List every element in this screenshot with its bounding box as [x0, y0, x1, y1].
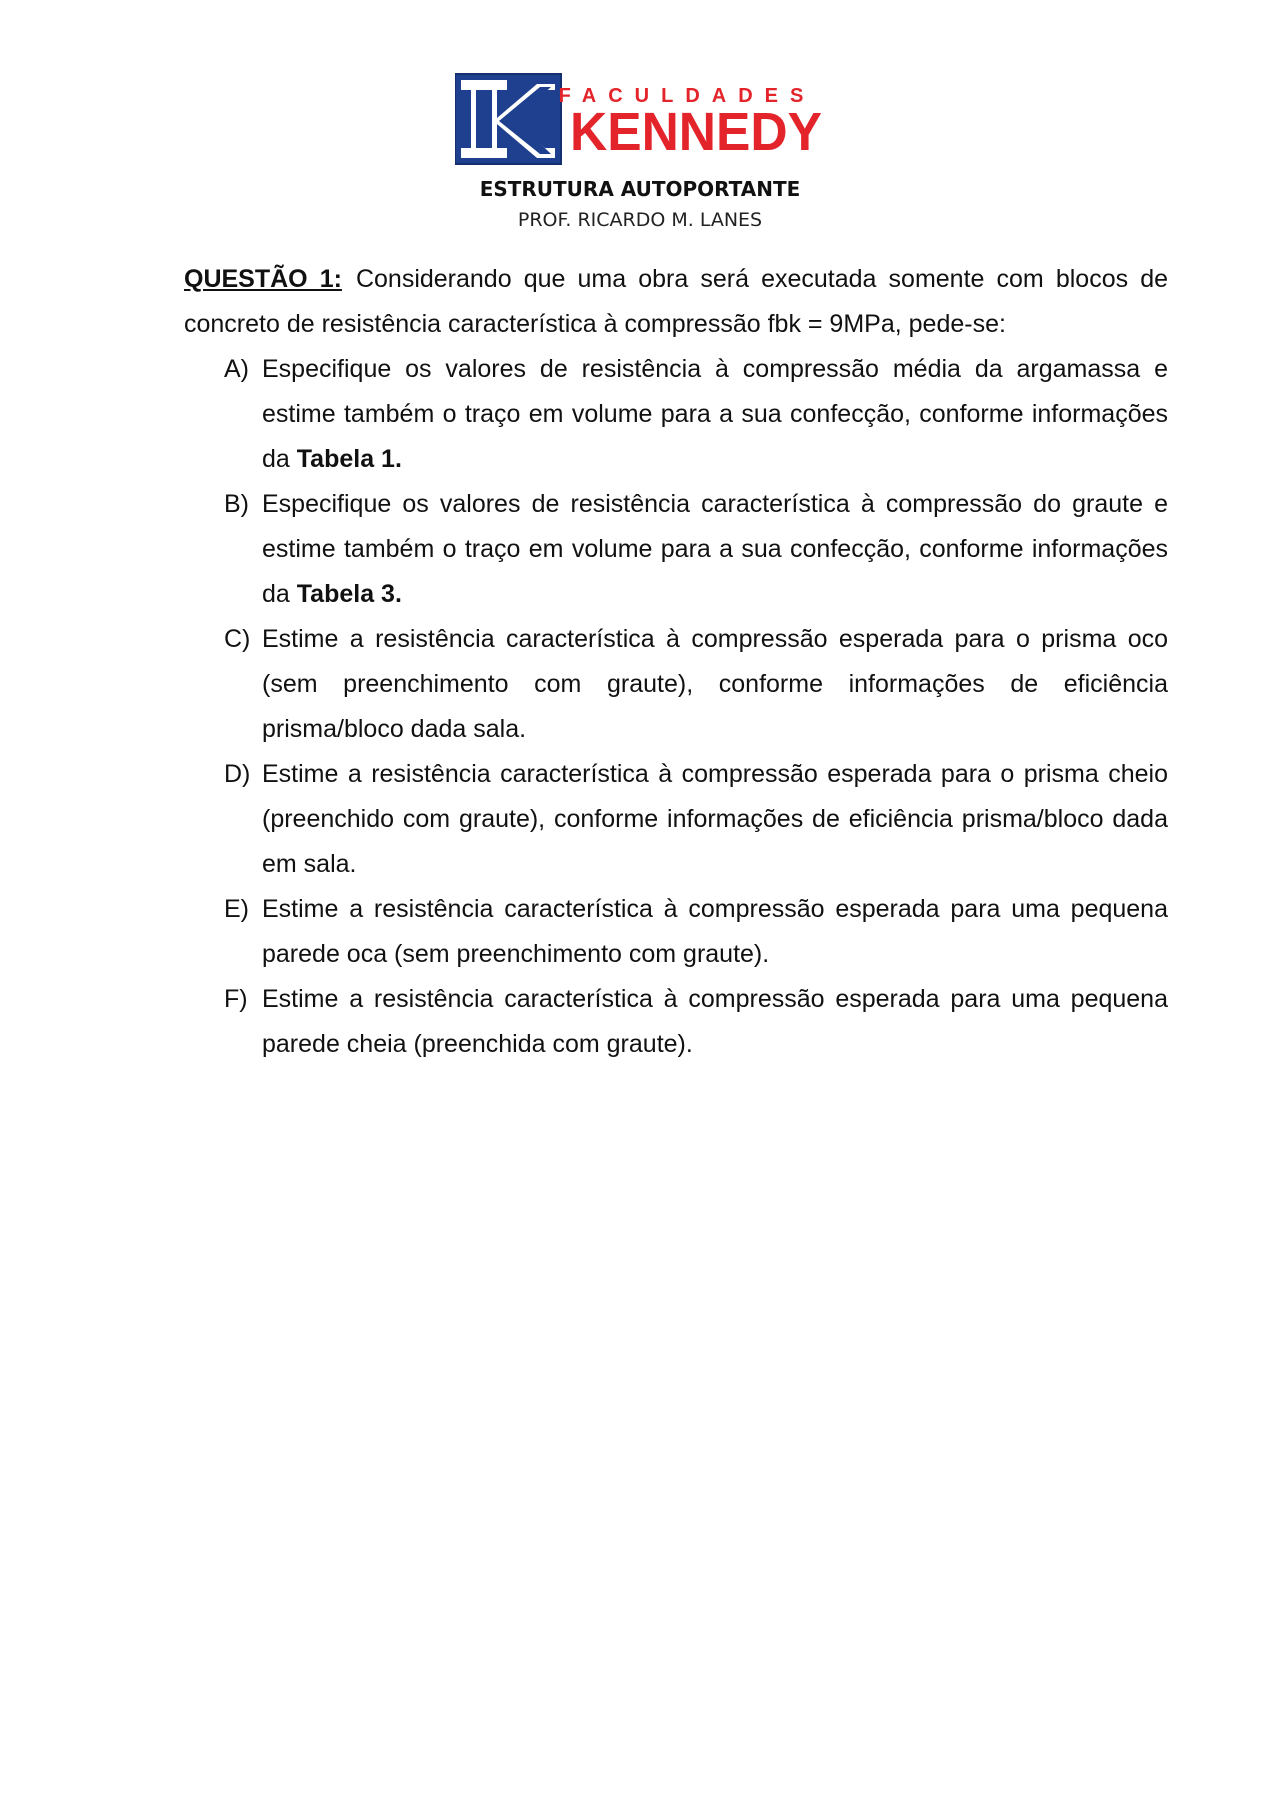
question-intro-text: Considerando que uma obra será executada somente com blocos de concreto de resistência característica à compressão fbk = 9MPa, pede-se: — [184, 265, 1169, 338]
item-letter: D) — [224, 760, 251, 788]
item-text: Especifique os valores de resistência característica à compressão do graute e estime também o traço em volume para a sua confecção, conforme informações da — [262, 490, 1168, 608]
document-header — [0, 72, 1280, 231]
list-item — [184, 482, 1168, 617]
logo-k-mark — [455, 74, 561, 164]
faculdades-kennedy-logo — [455, 72, 825, 168]
question-1 — [184, 257, 1168, 1067]
item-letter: E) — [224, 895, 249, 923]
list-item — [184, 887, 1168, 977]
list-item — [184, 977, 1168, 1067]
item-letter: F) — [224, 985, 248, 1013]
item-letter: A) — [224, 355, 249, 383]
logo-main-text: KENNEDY — [570, 102, 822, 162]
item-table-ref: Tabela 3. — [296, 580, 402, 608]
professor-name: PROF. RICARDO M. LANES — [517, 209, 763, 231]
item-text: Especifique os valores de resistência à compressão média da argamassa e estime também o traço em volume para a sua confecção, conforme informações da — [262, 355, 1168, 473]
course-title: ESTRUTURA AUTOPORTANTE — [479, 177, 801, 201]
list-item — [184, 347, 1168, 482]
item-letter: B) — [224, 490, 249, 518]
item-text: Estime a resistência característica à compressão esperada para uma pequena parede cheia (preenchida com graute). — [262, 985, 1168, 1058]
item-text: Estime a resistência característica à compressão esperada para o prisma oco (sem preenchimento com graute), conforme informações de eficiência prisma/bloco dada sala. — [262, 625, 1168, 743]
question-intro — [184, 257, 1168, 347]
question-label: QUESTÃO 1: — [184, 265, 342, 293]
logo-top-text: FACULDADES — [558, 85, 816, 107]
list-item — [184, 752, 1168, 887]
item-text: Estime a resistência característica à compressão esperada para o prisma cheio (preenchido com graute), conforme informações de eficiência prisma/bloco dada em sala. — [262, 760, 1168, 878]
question-items — [184, 347, 1168, 1067]
list-item — [184, 617, 1168, 752]
item-text: Estime a resistência característica à compressão esperada para uma pequena parede oca (sem preenchimento com graute). — [262, 895, 1168, 968]
item-table-ref: Tabela 1. — [296, 445, 402, 473]
item-letter: C) — [224, 625, 251, 653]
